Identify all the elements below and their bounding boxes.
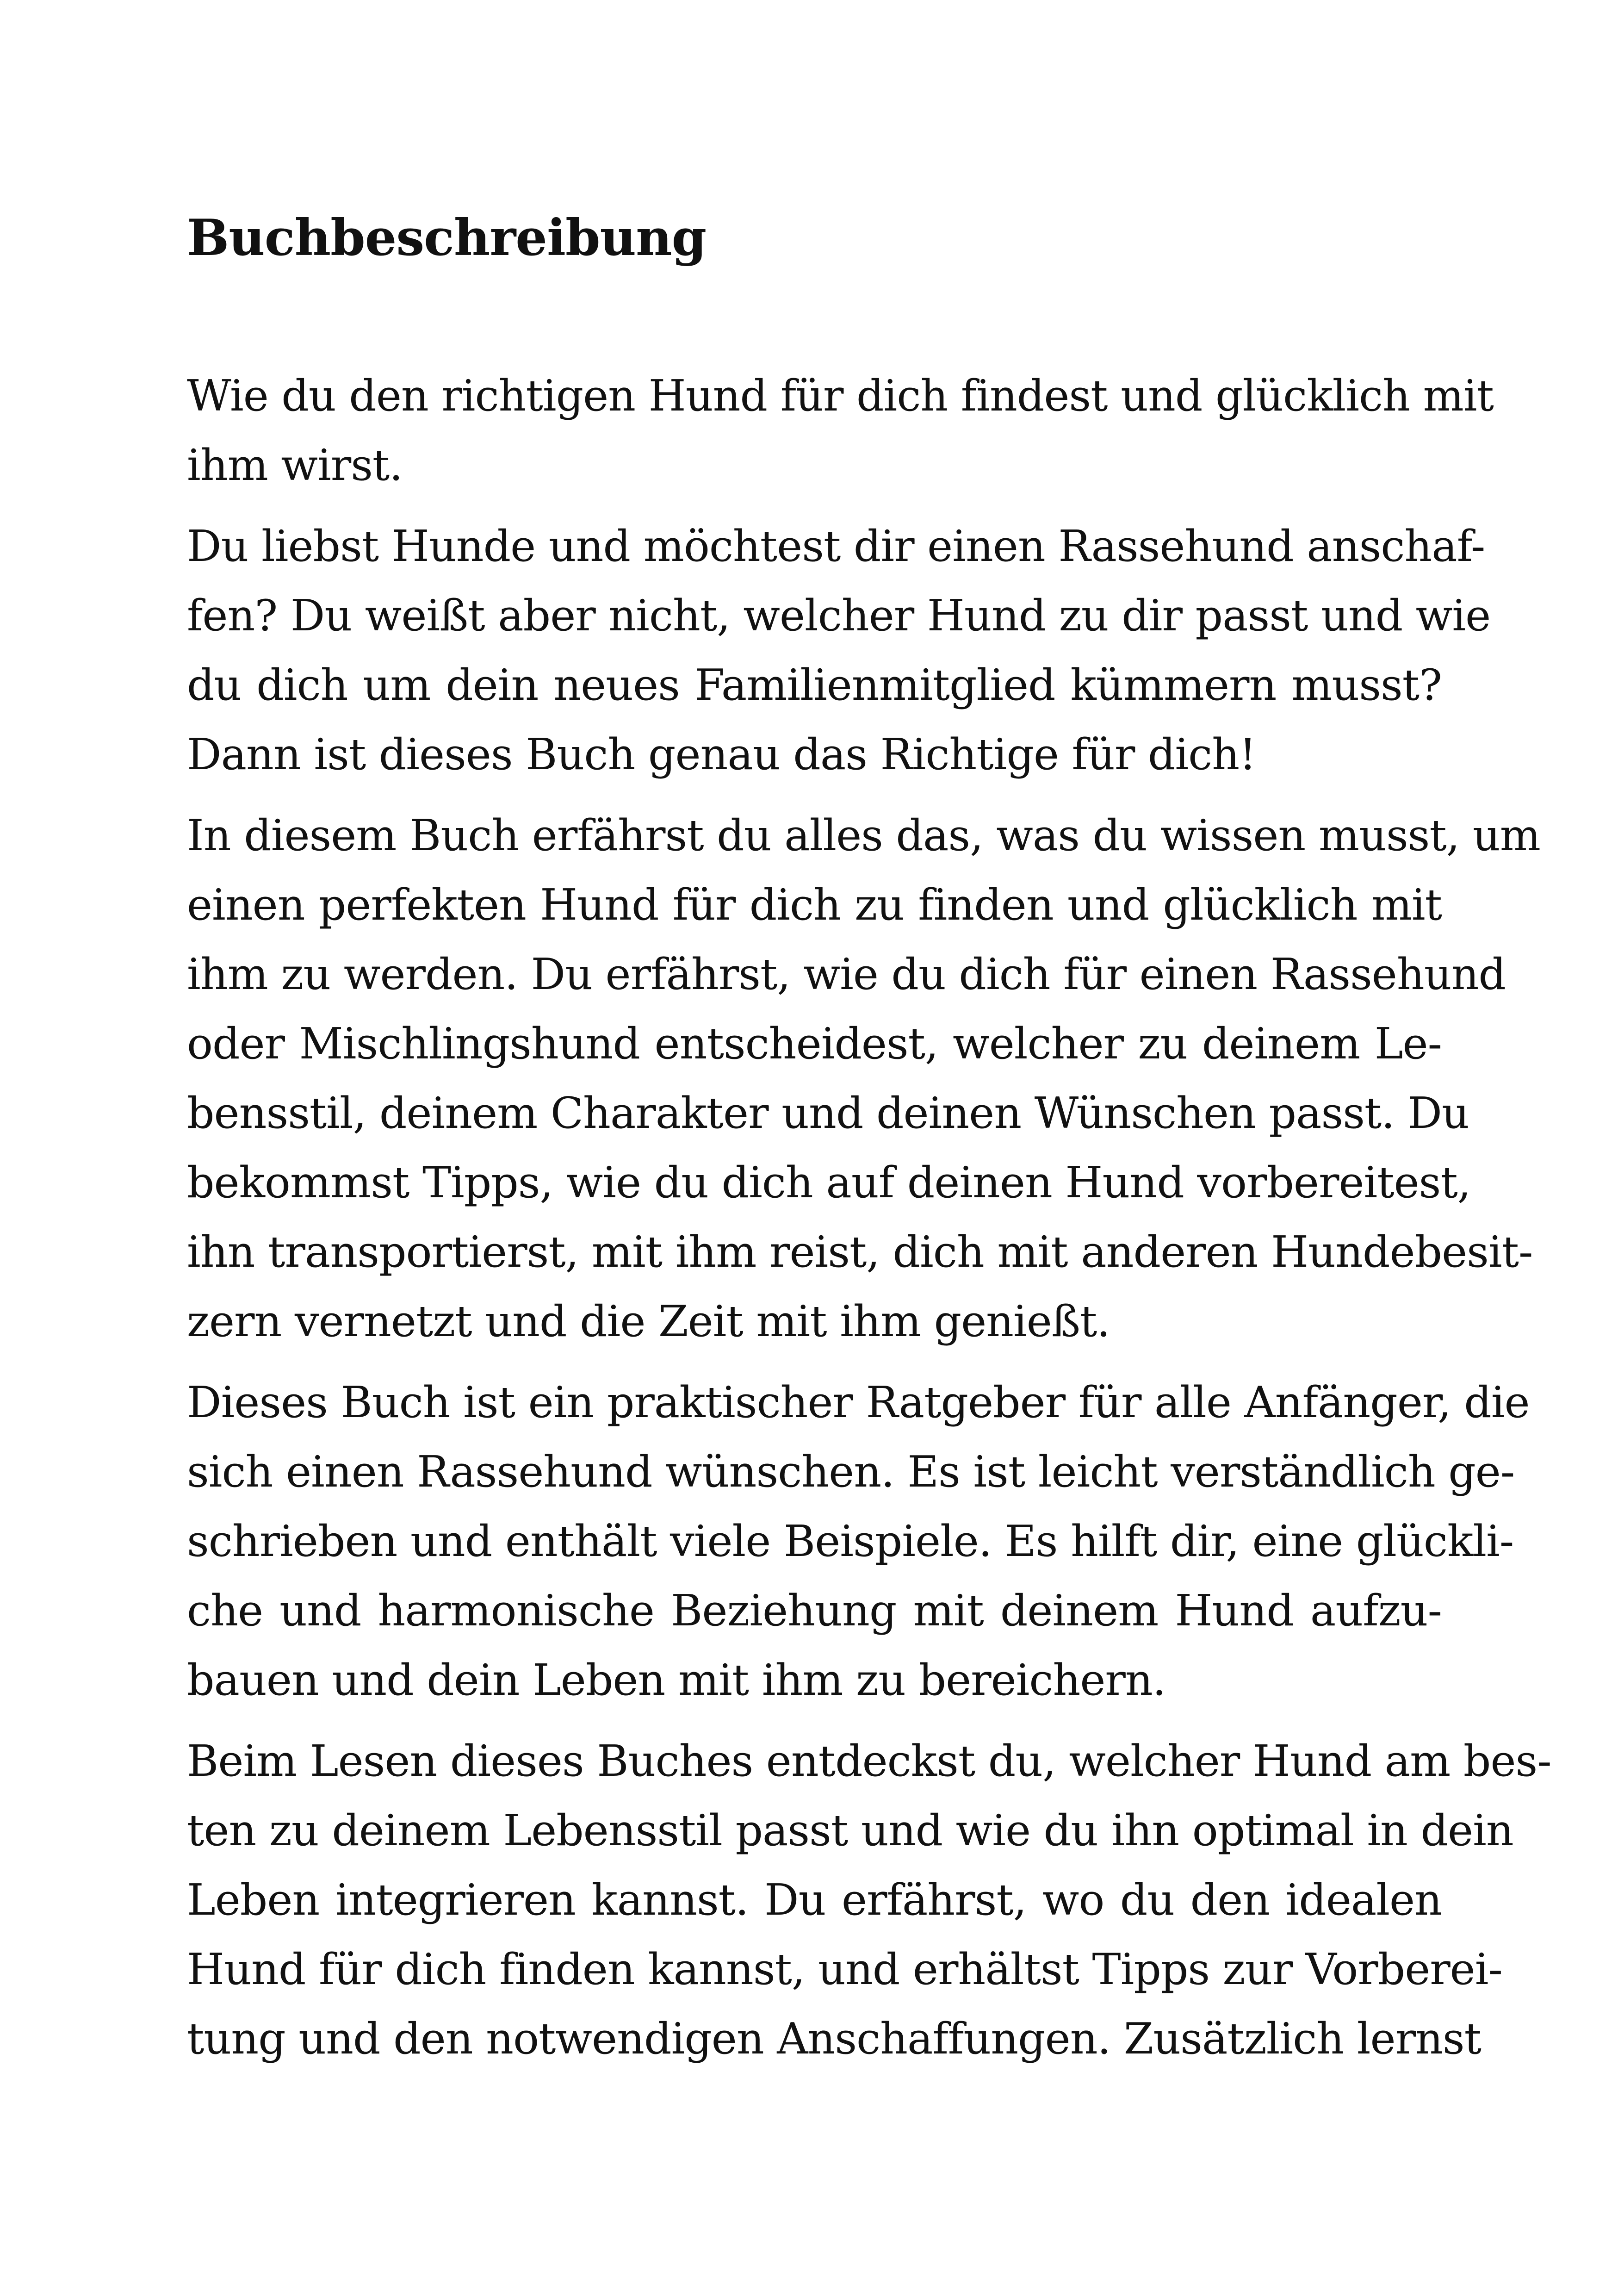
text-line: bekommst Tipps, wie du dich auf deinen Hund vorbereitest, [187, 1157, 1471, 1207]
text-line: Beim Lesen dieses Buches entdeckst du, welcher Hund am bes- [187, 1736, 1551, 1786]
book-description-text [187, 361, 1551, 2085]
paragraph [187, 511, 1491, 789]
text-line: du dich um dein neues Familienmitglied kümmern musst? [187, 660, 1442, 710]
text-line: Du liebst Hunde und möchtest dir einen Rassehund anschaf- [187, 521, 1485, 571]
text-line: Hund für dich finden kannst, und erhältst Tipps zur Vorberei- [187, 1944, 1502, 1994]
text-line: Wie du den richtigen Hund für dich findest und glücklich mit [187, 371, 1494, 421]
text-line: Leben integrieren kannst. Du erfährst, wo du den idealen [187, 1875, 1442, 1925]
text-line: einen perfekten Hund für dich zu finden und glücklich mit [187, 880, 1442, 930]
text-line: bensstil, deinem Charakter und deinen Wünschen passt. Du [187, 1088, 1469, 1138]
text-line: oder Mischlingshund entscheidest, welcher zu deinem Le- [187, 1019, 1442, 1069]
text-line: ihm wirst. [187, 440, 403, 490]
paragraph [187, 1726, 1551, 2073]
text-line: tung und den notwendigen Anschaffungen. Zusätzlich lernst [187, 2014, 1482, 2064]
text-line: ihn transportierst, mit ihm reist, dich mit anderen Hundebesit- [187, 1227, 1533, 1277]
text-line: Dann ist dieses Buch genau das Richtige für dich! [187, 729, 1256, 779]
text-line: ihm zu werden. Du erfährst, wie du dich für einen Rassehund [187, 949, 1506, 999]
text-line: Dieses Buch ist ein praktischer Ratgeber für alle Anfänger, die [187, 1377, 1530, 1427]
text-line: bauen und dein Leben mit ihm zu bereichern. [187, 1655, 1166, 1705]
paragraph [187, 801, 1540, 1356]
text-line: che und harmonische Beziehung mit deinem Hund aufzu- [187, 1586, 1442, 1636]
text-line: sich einen Rassehund wünschen. Es ist leicht verständlich ge- [187, 1447, 1515, 1497]
text-line: In diesem Buch erfährst du alles das, was du wissen musst, um [187, 810, 1540, 860]
text-line: ten zu deinem Lebensstil passt und wie du ihn optimal in dein [187, 1805, 1513, 1855]
text-line: zern vernetzt und die Zeit mit ihm genießt. [187, 1296, 1110, 1346]
text-line: schrieben und enthält viele Beispiele. Es hilft dir, eine glückli- [187, 1516, 1514, 1566]
page-title: Buchbeschreibung [187, 209, 707, 267]
text-line: fen? Du weißt aber nicht, welcher Hund zu dir passt und wie [187, 591, 1491, 641]
paragraph [187, 1368, 1530, 1715]
paragraph [187, 361, 1494, 500]
